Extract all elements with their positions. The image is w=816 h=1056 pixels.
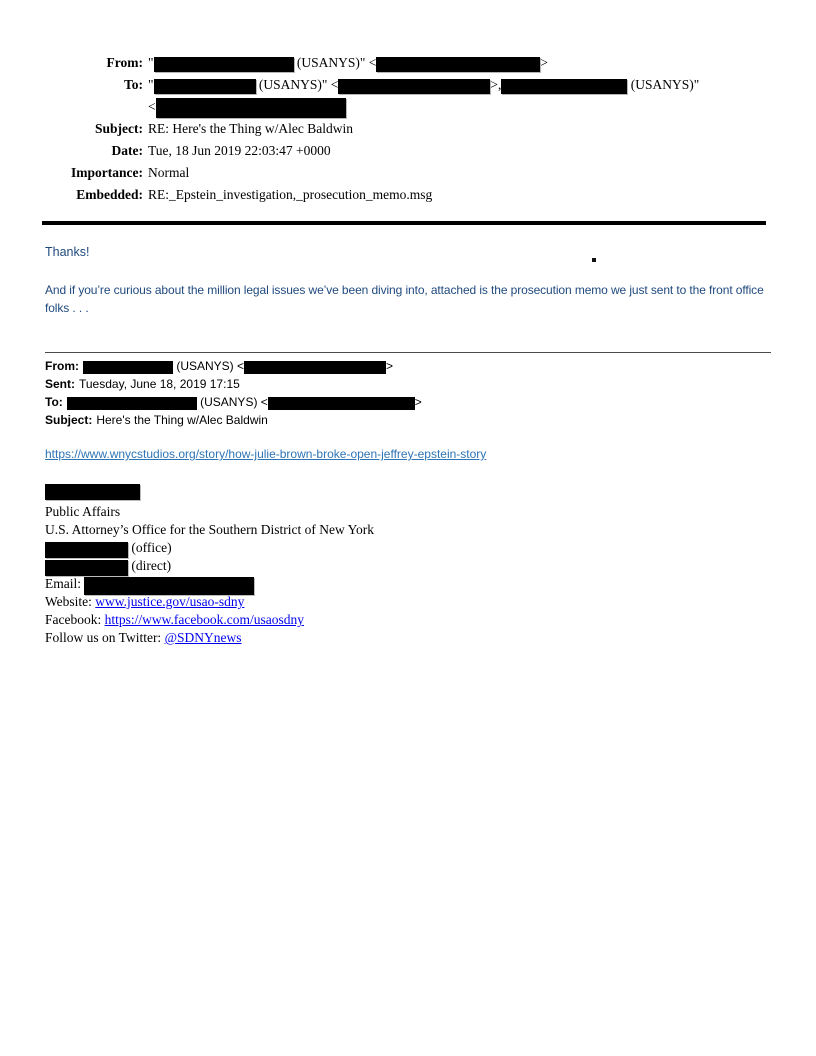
quoted-row-subject	[45, 411, 773, 429]
twitter-label: Follow us on Twitter:	[45, 630, 165, 645]
to-domain-text-2: (USANYS)"	[627, 77, 700, 92]
from-open-quote: "	[148, 55, 154, 70]
header-row-to	[45, 74, 773, 118]
redaction-box	[376, 57, 540, 72]
signature-facebook	[45, 611, 773, 629]
office-phone-suffix: (office)	[128, 540, 172, 555]
redaction-box	[501, 79, 627, 94]
header-row-date	[45, 140, 773, 162]
redaction-box	[83, 361, 173, 374]
redaction-box	[67, 397, 197, 410]
header-row-importance	[45, 162, 773, 184]
quoted-sent-value: Tuesday, June 18, 2019 17:15	[79, 377, 240, 391]
quoted-sent-label: Sent:	[45, 377, 75, 391]
redaction-box	[154, 79, 256, 94]
website-link[interactable]: www.justice.gov/usao-sdny	[95, 594, 245, 609]
quoted-message-divider	[45, 352, 771, 353]
quoted-from-label: From:	[45, 359, 79, 373]
website-label: Website:	[45, 594, 96, 609]
to-domain-text-1: (USANYS)" <	[255, 77, 339, 92]
to-open-bracket: <	[148, 99, 156, 114]
to-separator: >,	[490, 77, 502, 92]
quoted-to-close-bracket: >	[414, 395, 422, 409]
to-label: To:	[123, 77, 143, 92]
redaction-box	[45, 560, 128, 576]
quoted-row-sent	[45, 375, 773, 393]
importance-value: Normal	[148, 165, 190, 180]
signature-twitter	[45, 629, 773, 647]
quoted-from-close-bracket: >	[386, 359, 394, 373]
header-divider-rule	[42, 221, 766, 225]
redaction-box	[244, 361, 386, 374]
signature-direct-phone	[45, 557, 773, 575]
quoted-to-label: To:	[45, 395, 63, 409]
redaction-box	[156, 98, 346, 118]
redaction-box	[154, 57, 294, 72]
from-value	[148, 52, 773, 74]
to-value	[148, 74, 773, 118]
to-open-quote: "	[148, 77, 154, 92]
from-close-bracket: >	[540, 55, 549, 70]
date-value: Tue, 18 Jun 2019 22:03:47 +0000	[148, 143, 331, 158]
reply-text-thanks: Thanks!	[45, 245, 90, 259]
twitter-link[interactable]: @SDNYnews	[164, 630, 242, 645]
email-label: Email:	[45, 576, 85, 591]
message-header	[45, 52, 773, 206]
quoted-subject-value: Here's the Thing w/Alec Baldwin	[96, 413, 268, 427]
redaction-box	[338, 79, 490, 94]
facebook-link[interactable]: https://www.facebook.com/usaosdny	[104, 612, 304, 627]
redaction-box	[268, 397, 415, 410]
signature-office: U.S. Attorney’s Office for the Southern District of New York	[45, 522, 374, 537]
signature-block	[45, 484, 773, 647]
header-row-subject	[45, 118, 773, 140]
from-label: From:	[106, 55, 143, 70]
stray-dot-artifact	[592, 258, 596, 262]
quoted-message-header	[45, 357, 773, 429]
signature-office-phone	[45, 539, 773, 557]
subject-value: RE: Here's the Thing w/Alec Baldwin	[148, 121, 354, 136]
wnyc-story-link[interactable]: https://www.wnycstudios.org/story/how-julie-brown-broke-open-jeffrey-epstein-story	[45, 447, 487, 461]
redaction-box	[45, 542, 128, 558]
subject-label: Subject:	[95, 121, 143, 136]
facebook-label: Facebook:	[45, 612, 105, 627]
quoted-row-from	[45, 357, 773, 375]
from-domain-text: (USANYS)" <	[293, 55, 377, 70]
date-label: Date:	[111, 143, 143, 158]
redaction-box	[45, 484, 140, 500]
embedded-label: Embedded:	[76, 187, 143, 202]
direct-phone-suffix: (direct)	[128, 558, 172, 573]
importance-label: Importance:	[71, 165, 143, 180]
signature-title: Public Affairs	[45, 504, 121, 519]
quoted-from-domain-text: (USANYS) <	[173, 359, 245, 373]
header-row-embedded	[45, 184, 773, 206]
signature-website	[45, 593, 773, 611]
signature-email	[45, 575, 773, 593]
header-row-from	[45, 52, 773, 74]
embedded-value: RE:_Epstein_investigation,_prosecution_memo.msg	[148, 187, 433, 202]
reply-text-paragraph: And if you’re curious about the million legal issues we’ve been diving into, attached is the prosecution memo we just sent to the front office folks . . .	[45, 283, 764, 315]
quoted-subject-label: Subject:	[45, 413, 93, 427]
quoted-to-domain-text: (USANYS) <	[196, 395, 268, 409]
quoted-row-to	[45, 393, 773, 411]
